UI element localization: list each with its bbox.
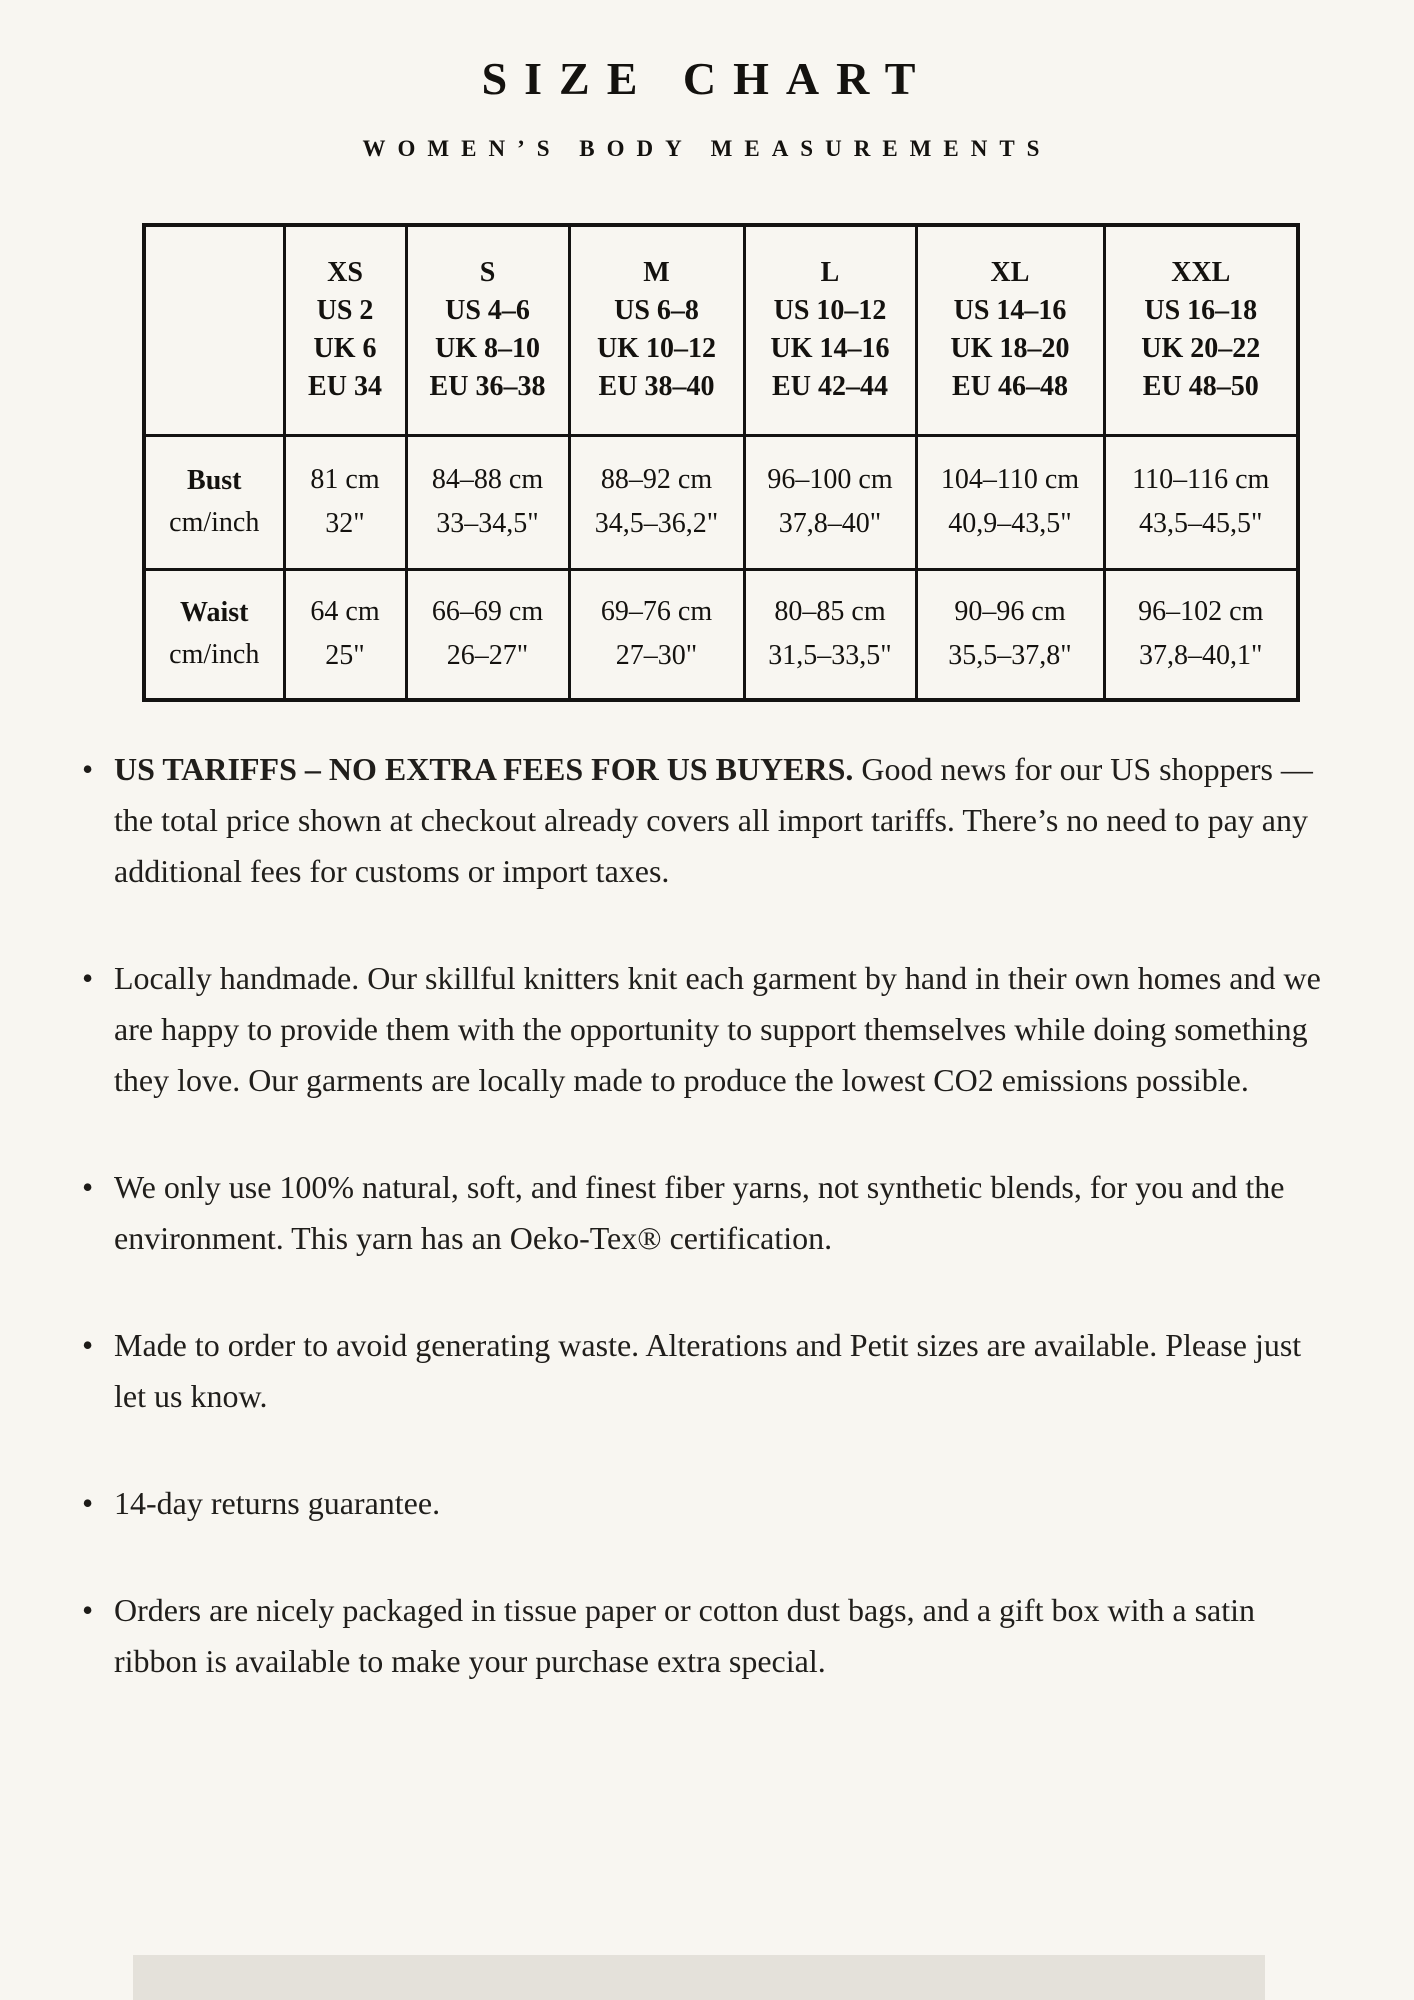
us-size: US 16–18: [1144, 295, 1258, 327]
value-inch: 35,5–37,8": [948, 640, 1072, 672]
uk-size: UK 20–22: [1141, 333, 1261, 365]
value-inch: 43,5–45,5": [1139, 508, 1263, 539]
us-size: US 2: [316, 295, 374, 327]
eu-size: EU 46–48: [952, 371, 1068, 403]
value-inch: 25": [325, 640, 365, 672]
size-chart-table: [142, 223, 1300, 702]
bust-value-xl: [916, 435, 1104, 569]
table-row-bust: [144, 435, 1298, 569]
row-label-waist: [144, 569, 284, 700]
uk-size: UK 8–10: [435, 333, 540, 365]
note-text: We only use 100% natural, soft, and finest fiber yarns, not synthetic blends, for you and the environment. This yarn has an Oeko-Tex® certification.: [114, 1169, 1285, 1256]
footer-bar: [133, 1955, 1265, 2000]
measure-unit: cm/inch: [169, 507, 260, 538]
column-header-xxl: [1104, 225, 1298, 435]
value-inch: 27–30": [615, 640, 698, 672]
value-inch: 40,9–43,5": [948, 508, 1072, 539]
waist-value-xs: [284, 569, 406, 700]
eu-size: EU 38–40: [598, 371, 715, 403]
us-size: US 14–16: [953, 295, 1067, 327]
bullet-icon: •: [82, 1592, 94, 1628]
eu-size: EU 34: [308, 371, 382, 403]
value-cm: 90–96 cm: [954, 596, 1066, 628]
waist-value-s: [406, 569, 569, 700]
size-label: XL: [990, 257, 1030, 289]
value-inch: 32": [325, 508, 365, 539]
size-label: XXL: [1171, 257, 1231, 289]
notes-list: [80, 744, 1332, 1743]
list-item-made-to-order: [80, 1320, 1332, 1422]
note-bold-text: US TARIFFS – NO EXTRA FEES FOR US BUYERS.: [114, 751, 854, 787]
bust-value-xs: [284, 435, 406, 569]
waist-value-m: [569, 569, 744, 700]
size-label: XS: [327, 257, 363, 289]
column-header-m: [569, 225, 744, 435]
note-text: Orders are nicely packaged in tissue paper or cotton dust bags, and a gift box with a satin ribbon is available to make your purchase extra special.: [114, 1592, 1255, 1679]
measure-unit: cm/inch: [169, 639, 260, 671]
value-cm: 110–116 cm: [1132, 464, 1270, 495]
uk-size: UK 10–12: [597, 333, 716, 365]
bust-value-xxl: [1104, 435, 1298, 569]
note-text: Good news for our US shoppers — the total price shown at checkout already covers all import tariffs. There’s no need to pay any additional fees for customs or import taxes.: [114, 751, 1313, 889]
bullet-icon: •: [82, 1485, 94, 1521]
note-text: 14-day returns guarantee.: [114, 1485, 441, 1521]
value-cm: 96–100 cm: [767, 464, 893, 495]
us-size: US 6–8: [614, 295, 699, 327]
list-item-packaging: [80, 1585, 1332, 1687]
measure-label: Waist: [180, 597, 249, 629]
eu-size: EU 48–50: [1142, 371, 1259, 403]
uk-size: UK 6: [313, 333, 377, 365]
waist-value-l: [744, 569, 916, 700]
eu-size: EU 42–44: [772, 371, 888, 403]
list-item-returns: [80, 1478, 1332, 1529]
bullet-icon: •: [82, 1169, 94, 1205]
bullet-icon: •: [82, 751, 94, 787]
bullet-icon: •: [82, 1327, 94, 1363]
value-inch: 37,8–40,1": [1139, 640, 1263, 672]
size-label: M: [643, 257, 670, 289]
list-item-locally-handmade: [80, 953, 1332, 1106]
size-label: S: [479, 257, 496, 289]
row-label-bust: [144, 435, 284, 569]
bullet-icon: •: [82, 960, 94, 996]
page-title: SIZE CHART: [481, 53, 933, 104]
column-header-l: [744, 225, 916, 435]
us-size: US 10–12: [773, 295, 887, 327]
uk-size: UK 14–16: [770, 333, 890, 365]
value-inch: 26–27": [446, 640, 529, 672]
uk-size: UK 18–20: [950, 333, 1070, 365]
value-inch: 31,5–33,5": [768, 640, 892, 672]
list-item-natural-yarns: [80, 1162, 1332, 1264]
measure-label: Bust: [187, 465, 242, 496]
size-label: L: [820, 257, 840, 289]
value-cm: 81 cm: [310, 464, 380, 495]
table-corner-cell: [144, 225, 284, 435]
us-size: US 4–6: [445, 295, 530, 327]
eu-size: EU 36–38: [429, 371, 546, 403]
list-item-us-tariffs: [80, 744, 1332, 897]
note-text: Locally handmade. Our skillful knitters knit each garment by hand in their own homes and we are happy to provide them with the opportunity to support themselves while doing something they love. Our garments are locally made to produce the lowest CO2 emissions possible.: [114, 960, 1321, 1098]
waist-value-xxl: [1104, 569, 1298, 700]
value-cm: 84–88 cm: [431, 464, 544, 495]
value-cm: 66–69 cm: [431, 596, 544, 628]
note-text: Made to order to avoid generating waste. Alterations and Petit sizes are available. Please just let us know.: [114, 1327, 1302, 1414]
value-inch: 33–34,5": [436, 508, 539, 539]
value-cm: 96–102 cm: [1138, 596, 1264, 628]
table-row-waist: [144, 569, 1298, 700]
value-inch: 34,5–36,2": [594, 508, 719, 539]
page-subtitle: WOMEN’S BODY MEASUREMENTS: [362, 136, 1052, 161]
value-cm: 80–85 cm: [774, 596, 886, 628]
column-header-xl: [916, 225, 1104, 435]
value-cm: 88–92 cm: [600, 464, 713, 495]
column-header-xs: [284, 225, 406, 435]
value-cm: 104–110 cm: [940, 464, 1080, 495]
bust-value-s: [406, 435, 569, 569]
bust-value-m: [569, 435, 744, 569]
value-cm: 69–76 cm: [600, 596, 713, 628]
column-header-s: [406, 225, 569, 435]
value-inch: 37,8–40": [778, 508, 882, 539]
bust-value-l: [744, 435, 916, 569]
value-cm: 64 cm: [310, 596, 380, 628]
waist-value-xl: [916, 569, 1104, 700]
